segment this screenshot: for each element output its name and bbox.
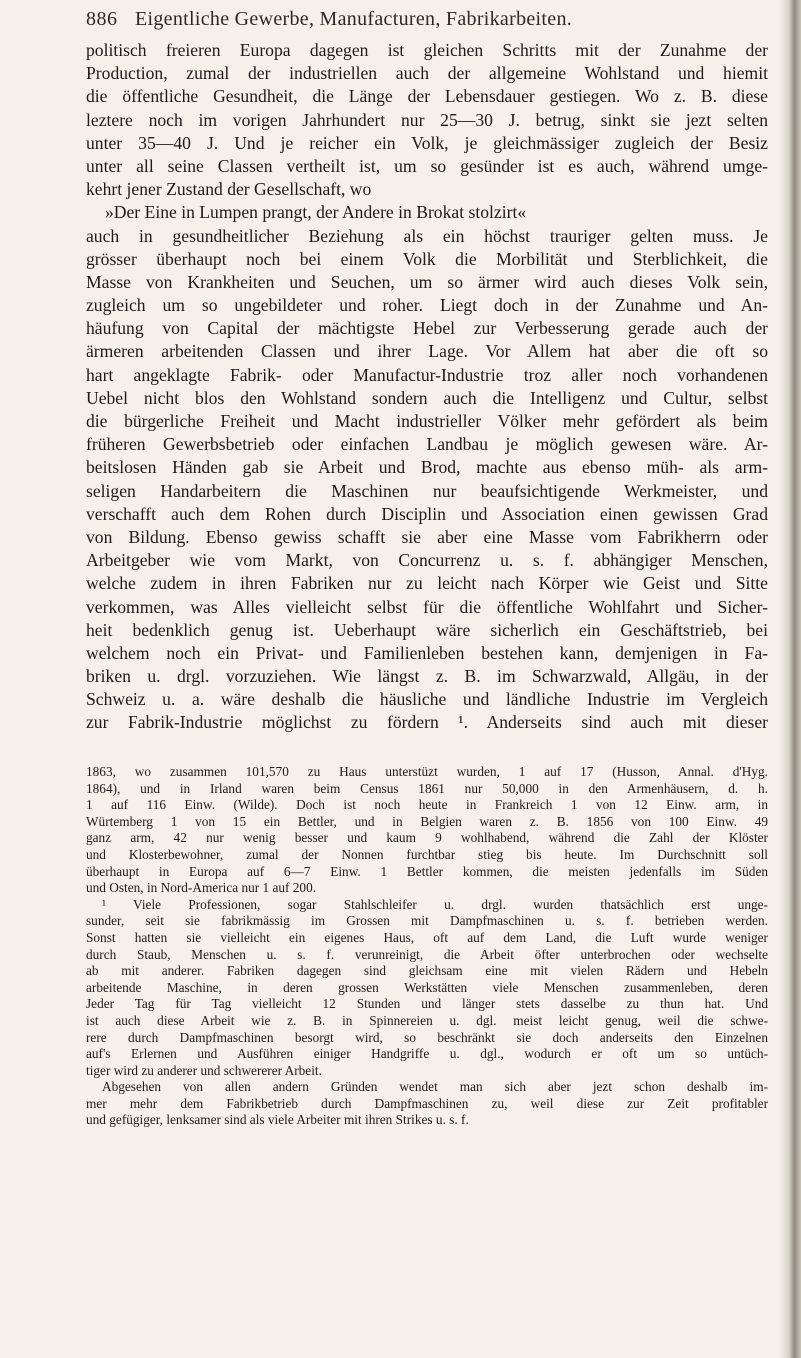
footnote-line: ab mit anderer. Fabriken dagegen sind gleichsam eine mit vielen Rädern und Hebeln [86, 963, 768, 979]
footnote-line: 1863, wo zusammen 101,570 zu Haus unterstüzt wurden, 1 auf 17 (Husson, Annal. d'Hyg. [86, 764, 768, 779]
text-line: die öffentliche Gesundheit, die Länge der Lebensdauer gestiegen. Wo z. B. diese [86, 86, 768, 107]
footnote-line: rere durch Dampfmaschinen besorgt wird, so beschränkt sie doch anderseits den Einzelnen [86, 1029, 768, 1045]
footnote-line: und gefügiger, lenksamer sind als viele Arbeiter mit ihren Strikes u. s. f. [86, 1112, 469, 1128]
footnote-line: auf's Erlernen und Ausführen einiger Handgriffe u. dgl., wodurch er oft um so untüch- [86, 1046, 768, 1062]
text-line: von Bildung. Ebenso gewiss schafft sie aber eine Masse vom Fabrikherrn oder [86, 526, 768, 547]
footnote-line: 1864), und in Irland waren beim Census 1861 nur 50,000 in den Armenhäusern, d. h. [86, 780, 768, 796]
footnote-line: überhaupt in Europa auf 6—7 Einw. 1 Bettler kommen, die meisten jedenfalls im Süden [86, 863, 768, 879]
footnote-line: tiger wird zu anderer und schwererer Arbeit. [86, 1062, 322, 1078]
footnote-line: 1 auf 116 Einw. (Wilde). Doch ist noch heute in Frankreich 1 von 12 Einw. arm, in [86, 797, 768, 813]
footnote-line: Würtemberg 1 von 15 ein Bettler, und in Belgien waren z. B. 1856 von 100 Einw. 49 [86, 813, 768, 829]
text-line: leztere noch im vorigen Jahrhundert nur 25—30 J. betrug, sinkt sie jezt selten [86, 109, 768, 130]
text-line: beitslosen Händen gab sie Arbeit und Brod, machte aus ebenso müh- als arm- [86, 457, 768, 478]
page-number: 886 [86, 8, 118, 30]
text-line: welchem noch ein Privat- und Familienleben bestehen kann, demjenigen in Fa- [86, 642, 768, 663]
text-line: auch in gesundheitlicher Beziehung als ein höchst trauriger gelten muss. Je [86, 225, 768, 246]
text-line: »Der Eine in Lumpen prangt, der Andere in Brokat stolzirt« [105, 202, 527, 223]
footnote-line: ¹ Viele Professionen, sogar Stahlschleifer u. drgl. wurden thatsächlich erst unge- [102, 896, 768, 912]
text-line: Arbeitgeber wie vom Markt, von Concurrenz u. s. f. abhängiger Menschen, [86, 550, 768, 571]
text-line: Uebel nicht blos den Wohlstand sondern auch die Intelligenz und Cultur, selbst [86, 387, 768, 408]
text-line: zugleich um so ungebildeter und roher. Liegt doch in der Zunahme und An- [86, 295, 768, 316]
footnote-line: ganz arm, 42 nur wenig besser und kaum 9 wohlhabend, während die Zahl der Klöster [86, 830, 768, 846]
footnote-line: sunder, seit sie fabrikmässig im Grossen mit Dampfmaschinen u. s. f. betrieben werden. [86, 913, 768, 929]
running-title: Eigentliche Gewerbe, Manufacturen, Fabrikarbeiten. [135, 8, 573, 30]
text-line: grösser überhaupt noch bei einem Volk die Morbilität und Sterblichkeit, die [86, 248, 768, 269]
footnote-line: Jeder Tag für Tag vielleicht 12 Stunden und länger stets dasselbe zu thun hat. Und [86, 996, 768, 1012]
text-line: zur Fabrik-Industrie möglichst zu fördern ¹. Anderseits sind auch mit dieser [86, 712, 768, 733]
footnote-line: mer mehr dem Fabrikbetrieb durch Dampfmaschinen zu, weil diese zur Zeit profitabler [86, 1095, 768, 1111]
footnote-line: Abgesehen von allen andern Gründen wendet man sich aber jezt schon deshalb im- [102, 1079, 768, 1095]
text-line: Masse von Krankheiten und Seuchen, um so ärmer wird auch dieses Volk sein, [86, 271, 768, 292]
text-line: Production, zumal der industriellen auch der allgemeine Wohlstand und hiemit [86, 63, 768, 84]
text-line: politisch freieren Europa dagegen ist gleichen Schritts mit der Zunahme der [86, 40, 768, 60]
footnote-line: ist auch diese Arbeit wie z. B. in Spinnereien u. dgl. meist leicht genug, weil die schwe- [86, 1012, 768, 1028]
text-line: Schweiz u. a. wäre deshalb die häusliche und ländliche Industrie im Vergleich [86, 689, 768, 710]
text-line: heit bedenklich genug ist. Ueberhaupt wäre sicherlich ein Geschäftstrieb, bei [86, 619, 768, 640]
page-edge-shadow [779, 0, 801, 1358]
text-line: verschafft auch dem Rohen durch Disciplin und Association einen gewissen Grad [86, 503, 768, 524]
text-line: ärmeren arbeitenden Classen und ihrer Lage. Vor Allem hat aber die oft so [86, 341, 768, 362]
text-line: kehrt jener Zustand der Gesellschaft, wo [86, 179, 372, 200]
footnote-line: Sonst hatten sie vielleicht ein eigenes Haus, oft auf dem Land, die Luft wurde weniger [86, 929, 768, 945]
page-header [86, 4, 776, 34]
footnote-line: durch Staub, Menschen u. s. f. verunreinigt, die Arbeit öfter unterbrochen oder wechselte [86, 946, 768, 962]
main-text-block [86, 39, 768, 735]
footnote-line: und Osten, in Nord-America nur 1 auf 200. [86, 880, 317, 896]
text-line: seligen Handarbeitern die Maschinen nur beaufsichtigende Werkmeister, und [86, 480, 768, 501]
text-line: welche zudem in ihren Fabriken nur zu leicht nach Körper wie Geist und Sitte [86, 573, 768, 594]
text-line: die bürgerliche Freiheit und Macht industrieller Völker mehr gefördert als beim [86, 411, 768, 431]
text-line: briken u. drgl. vorzuziehen. Wie längst z. B. im Schwarzwald, Allgäu, in der [86, 666, 768, 687]
text-line: hart angeklagte Fabrik- oder Manufactur-Industrie troz aller noch vorhandenen [86, 364, 768, 385]
text-line: unter all seine Classen vertheilt ist, um so gesünder ist es auch, während umge- [86, 155, 768, 176]
text-line: unter 35—40 J. Und je reicher ein Volk, je gleichmässiger zugleich der Besiz [86, 132, 768, 153]
footnote-line: und Klosterbewohner, zumal der Nonnen furchtbar stieg bis heute. Im Durchschnitt soll [86, 846, 768, 862]
text-line: häufung von Capital der mächtigste Hebel zur Verbesserung gerade auch der [86, 318, 768, 339]
footnote-line: arbeitende Maschine, in deren grossen Werkstätten viele Menschen zusammenleben, deren [86, 979, 768, 995]
text-line: verkommen, was Alles vielleicht selbst für die öffentliche Wohlfahrt und Sicher- [86, 596, 768, 617]
text-line: früheren Gewerbsbetrieb oder einfachen Landbau je möglich gewesen wäre. Ar- [86, 434, 768, 455]
footnotes-block [86, 764, 768, 1129]
